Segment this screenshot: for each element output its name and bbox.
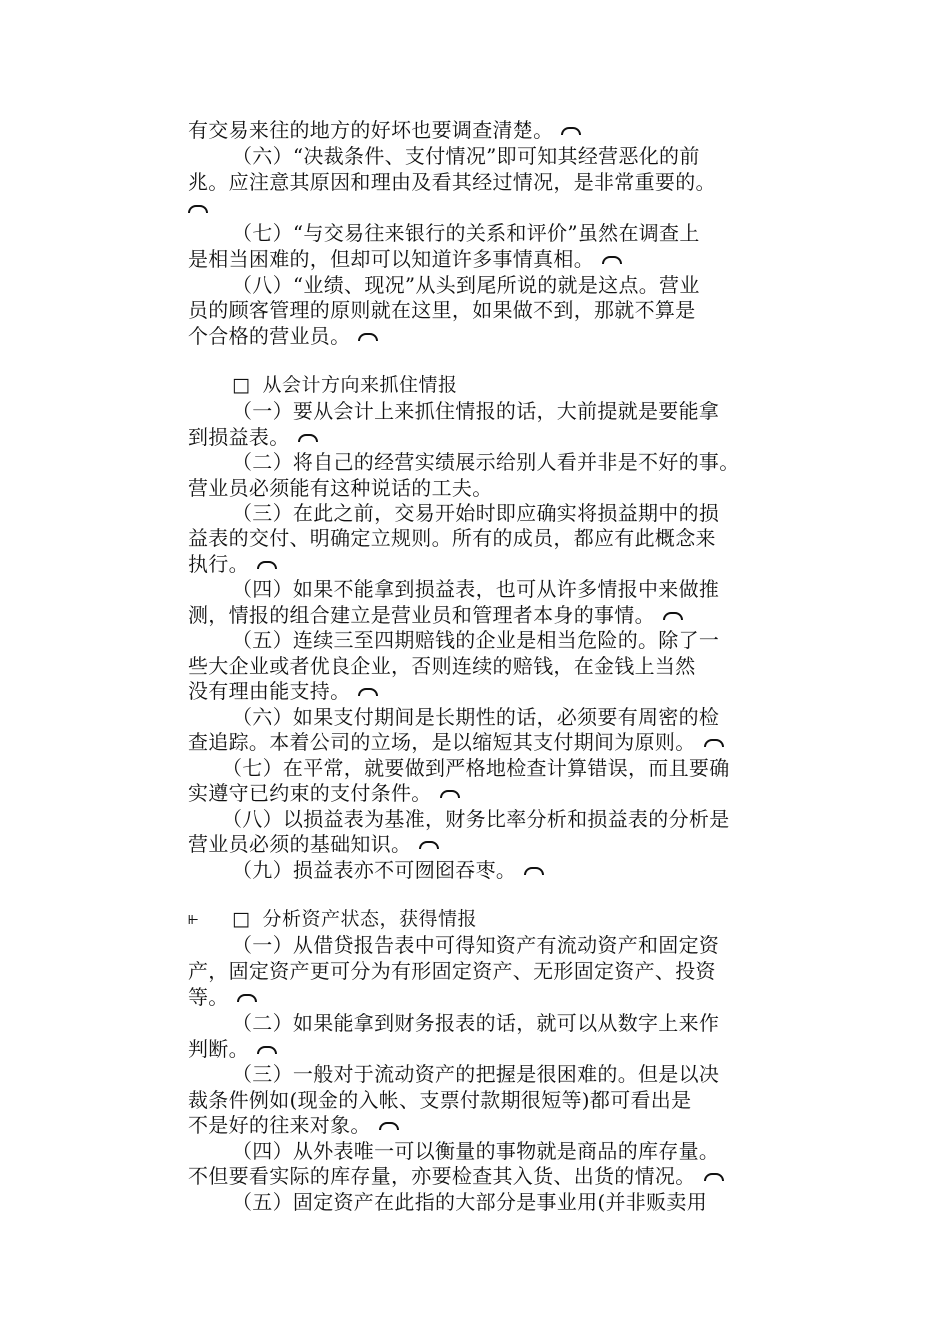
text-line: （一）从借贷报告表中可得知资产有流动资产和固定资 xyxy=(232,933,720,957)
paragraph-end-mark xyxy=(419,841,439,849)
text-line: （七）“与交易往来银行的关系和评价”虽然在调查上 xyxy=(232,221,700,245)
paragraph-end-mark xyxy=(358,333,378,341)
text-line: 兆。应注意其原因和理由及看其经过情况，是非常重要的。 xyxy=(188,170,716,194)
checkbox-square-icon: □ xyxy=(232,374,251,396)
paragraph-end-mark xyxy=(237,994,257,1002)
text-line: 执行。 xyxy=(188,551,277,577)
section-heading: □ 分析资产状态，获得情报 xyxy=(232,908,477,930)
text-line: （五）固定资产在此指的大部分是事业用(并非贩卖用 xyxy=(232,1190,708,1214)
text-line: 裁条件例如(现金的入帐、支票付款期很短等)都可看出是 xyxy=(188,1088,692,1112)
paragraph-end-mark xyxy=(704,739,724,747)
text-line: （一）要从会计上来抓住情报的话，大前提就是要能拿 xyxy=(232,399,720,423)
paragraph-end-mark xyxy=(561,127,581,135)
text-line: 产，固定资产更可分为有形固定资产、无形固定资产、投资 xyxy=(188,959,716,983)
text-line: （七）在平常，就要做到严格地检查计算错误，而且要确 xyxy=(222,756,730,780)
text-line: （五）连续三至四期赔钱的企业是相当危险的。除了一 xyxy=(232,628,720,652)
text-line: 营业员必须能有这种说话的工夫。 xyxy=(188,476,493,500)
text-line: 些大企业或者优良企业，否则连续的赔钱，在金钱上当然 xyxy=(188,654,696,678)
text-line: 是相当困难的，但却可以知道许多事情真相。 xyxy=(188,246,622,272)
paragraph-end-mark xyxy=(298,434,318,442)
paragraph-end-mark xyxy=(379,1122,399,1130)
margin-mark: ⫦ xyxy=(188,908,199,929)
text-line: 查追踪。本着公司的立场，是以缩短其支付期间为原则。 xyxy=(188,729,724,755)
text-line: （二）如果能拿到财务报表的话，就可以从数字上来作 xyxy=(232,1011,720,1035)
paragraph-end-mark xyxy=(704,1173,724,1181)
paragraph-end-mark xyxy=(188,205,208,213)
paragraph-end-mark xyxy=(524,867,544,875)
text-line: 等。 xyxy=(188,984,257,1010)
text-line: （四）从外表唯一可以衡量的事物就是商品的库存量。 xyxy=(232,1139,720,1163)
section-heading: □ 从会计方向来抓住情报 xyxy=(232,374,458,396)
text-line: 到损益表。 xyxy=(188,424,318,450)
text-line: 不是好的往来对象。 xyxy=(188,1112,399,1138)
text-line: （八）以损益表为基准，财务比率分析和损益表的分析是 xyxy=(222,807,730,831)
text-line: 测，情报的组合建立是营业员和管理者本身的事情。 xyxy=(188,602,683,628)
text-line: （六）如果支付期间是长期性的话，必须要有周密的检 xyxy=(232,705,720,729)
text-line: （四）如果不能拿到损益表，也可从许多情报中来做推 xyxy=(232,577,720,601)
text-line: 有交易来往的地方的好坏也要调查清楚。 xyxy=(188,117,581,143)
text-line: 个合格的营业员。 xyxy=(188,323,378,349)
text-line: （二）将自己的经营实绩展示给别人看并非是不好的事。 xyxy=(232,450,740,474)
text-line: 营业员必须的基础知识。 xyxy=(188,831,439,857)
paragraph-end-mark xyxy=(257,561,277,569)
text-line: （九）损益表亦不可囫囵吞枣。 xyxy=(232,857,544,883)
text-line: 不但要看实际的库存量，亦要检查其入货、出货的情况。 xyxy=(188,1163,724,1189)
checkbox-square-icon: □ xyxy=(232,908,251,930)
paragraph-end-mark xyxy=(663,612,683,620)
paragraph-end-mark xyxy=(602,256,622,264)
text-line: 判断。 xyxy=(188,1036,277,1062)
paragraph-end-mark xyxy=(358,688,378,696)
text-line: （六）“决裁条件、支付情况”即可知其经营恶化的前 xyxy=(232,144,700,168)
text-line: （三）在此之前，交易开始时即应确实将损益期中的损 xyxy=(232,501,720,525)
paragraph-end-mark xyxy=(440,790,460,798)
paragraph-end-mark xyxy=(257,1046,277,1054)
text-line: （三）一般对于流动资产的把握是很困难的。但是以决 xyxy=(232,1062,720,1086)
text-line: 员的顾客管理的原则就在这里，如果做不到，那就不算是 xyxy=(188,298,696,322)
text-line: （八）“业绩、现况”从头到尾所说的就是这点。营业 xyxy=(232,273,700,297)
text-line: 实遵守已约束的支付条件。 xyxy=(188,780,460,806)
text-line: 益表的交付、明确定立规则。所有的成员，都应有此概念来 xyxy=(188,526,716,550)
text-line: 没有理由能支持。 xyxy=(188,678,378,704)
